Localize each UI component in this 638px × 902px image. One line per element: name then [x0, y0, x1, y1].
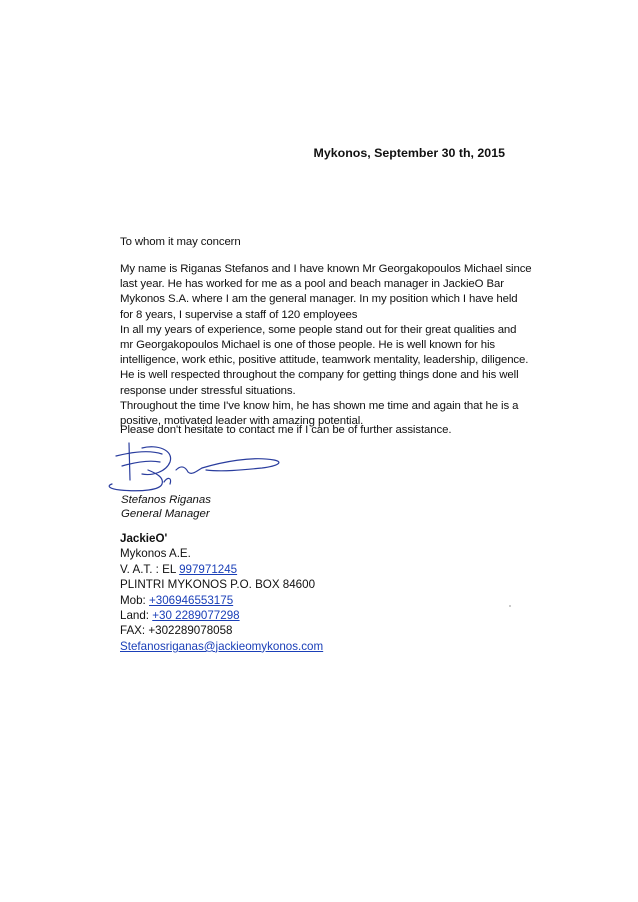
body-paragraph: My name is Riganas Stefanos and I have known Mr Georgakopoulos Michael since last year. He has worked for me as a pool and beach manager in JackieO Bar Mykonos S.A. where I am the general manager. In my position which I have held for 8 years, I supervise a staff of 120 employees: [120, 263, 532, 321]
landline-number-link[interactable]: +30 2289077298: [152, 609, 240, 623]
handwritten-signature: [102, 440, 292, 500]
signer-name: Stefanos Riganas: [121, 494, 211, 506]
fax-line: FAX: +302289078058: [120, 624, 233, 638]
landline-line: [120, 608, 323, 623]
address-line: PLINTRI MYKONOS P.O. BOX 84600: [120, 578, 316, 592]
letter-greeting: To whom it may concern: [120, 236, 241, 248]
landline-label: Land:: [120, 609, 153, 623]
scan-speck: [509, 605, 511, 607]
signer-title: General Manager: [121, 508, 210, 520]
company-name: JackieO': [120, 532, 168, 545]
letter-closing: Please don't hesitate to contact me if I can be of further assistance.: [120, 424, 452, 436]
letter-body: [120, 262, 532, 429]
email-line: [120, 639, 323, 654]
vat-number-link[interactable]: 997971245: [179, 562, 238, 576]
mobile-line: [120, 593, 323, 608]
vat-line: [120, 562, 323, 577]
mobile-label: Mob:: [120, 593, 149, 607]
contact-block: [120, 531, 323, 654]
body-paragraph: Throughout the time I've know him, he has shown me time and again that he is a positive, motivated leader with amazing potential.: [120, 399, 519, 428]
body-paragraph: In all my years of experience, some people stand out for their great qualities and mr Georgakopoulos Michael is one of those people. He is well known for his intelligence, work ethic, positive attitude, teamwork mentality, leadership, diligence. He is well respected throughout the company for getting things done and his well response under stressful situations.: [120, 323, 529, 397]
letter-date: Mykonos, September 30 th, 2015: [313, 146, 505, 160]
mobile-number-link[interactable]: +306946553175: [149, 593, 234, 607]
vat-label: V. A.T. : EL: [120, 562, 180, 576]
email-link[interactable]: Stefanosriganas@jackieomykonos.com: [120, 639, 324, 653]
company-entity: Mykonos A.E.: [120, 547, 191, 561]
